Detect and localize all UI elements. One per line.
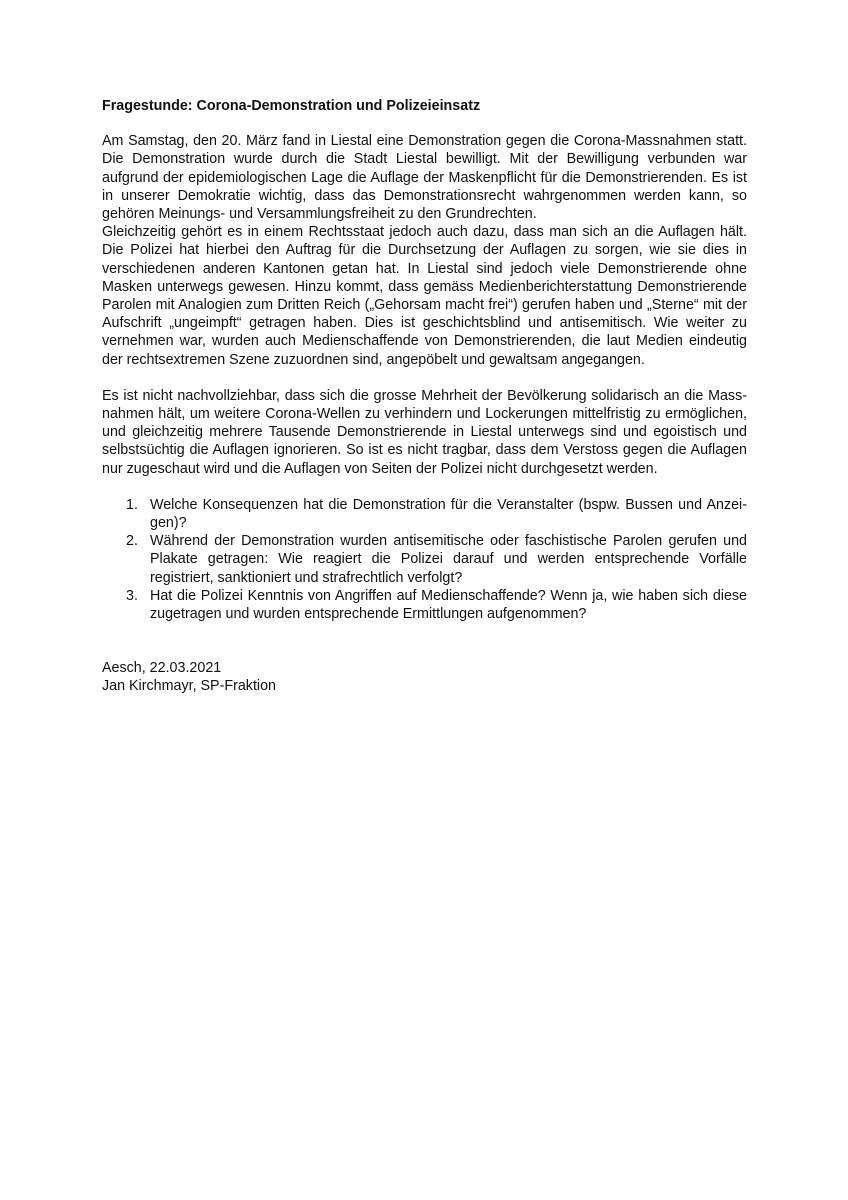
paragraph-spacer bbox=[102, 369, 747, 387]
signature-place-date: Aesch, 22.03.2021 bbox=[102, 660, 222, 677]
question-list bbox=[102, 496, 747, 623]
question-item-1 bbox=[126, 496, 747, 532]
question-number: 1. bbox=[126, 496, 138, 513]
signature-block bbox=[102, 659, 747, 695]
question-text: Welche Konsequenzen hat die Demonstration für die Veranstalter (bspw. Bussen und Anzeigen)? bbox=[150, 496, 747, 532]
paragraph-rechtsstaat: Gleichzeitig gehört es in einem Rechtsstaat jedoch auch dazu, dass man sich an die Auflagen hält. Die Polizei hat hierbei den Auftrag für die Durchsetzung der Auflagen zu sorgen, wie sie dies in verschiedenen anderen Kantonen getan hat. In Liestal sind jedoch viele Demonstrierende ohne Masken unterwegs gewesen. Hinzu kommt, dass gemäss Medienberichterstattung Demonstrierende Parolen mit Analogien zum Dritten Reich („Gehorsam macht frei“) gerufen haben und „Sterne“ mit der Aufschrift „ungeimpft“ getragen haben. Dies ist geschichtsblind und antisemitisch. Wie weiter zu vernehmen war, wurden auch Medienschaffende von Demonstrierenden, die laut Medien eindeutig der rechtsextremen Szene zuzuordnen sind, angepöbelt und gewaltsam angegangen. bbox=[102, 224, 747, 368]
question-item-3 bbox=[126, 587, 747, 623]
signature-author: Jan Kirchmayr, SP-Fraktion bbox=[102, 678, 276, 695]
question-number: 2. bbox=[126, 533, 138, 550]
question-text: Hat die Polizei Kenntnis von Angriffen auf Medienschaffende? Wenn ja, wie haben sich diese zugetragen und wurden entsprechende Ermittlungen aufgenommen? bbox=[150, 587, 747, 623]
paragraph-spacer bbox=[102, 478, 747, 496]
paragraph-criticism: Es ist nicht nachvollziehbar, dass sich die grosse Mehrheit der Bevölkerung solidarisch an die Massnahmen hält, um weitere Corona-Wellen zu verhindern und Lockerungen mittelfristig zu ermöglichen, und gleichzeitig mehrere Tausende Demonstrierende in Liestal unterwegs sind und egoistisch und selbstsüchtig die Auflagen ignorieren. So ist es nicht tragbar, dass dem Verstoss gegen die Auflagen nur zugeschaut wird und die Auflagen von Seiten der Polizei nicht durchgesetzt werden. bbox=[102, 387, 747, 477]
paragraph-intro: Am Samstag, den 20. März fand in Liestal eine Demonstration gegen die Corona-Massnahmen statt. Die Demonstration wurde durch die Stadt Liestal bewilligt. Mit der Bewilligung verbunden war aufgrund der epidemiologischen Lage die Auflage der Maskenpflicht für die Demonstrierenden. Es ist in unserer Demokratie wichtig, dass das Demonstrationsrecht wahrgenommen werden kann, so gehören Meinungs- und Versammlungsfreiheit zu den Grundrechten. bbox=[102, 133, 747, 223]
question-text: Während der Demonstration wurden antisemitische oder faschistische Parolen gerufen und Plakate getragen: Wie reagiert die Polizei darauf und werden entsprechende Vorfälle registriert, sanktioniert und strafrechtlich verfolgt? bbox=[150, 533, 747, 586]
document-body bbox=[102, 97, 747, 696]
document-title: Fragestunde: Corona-Demonstration und Polizeieinsatz bbox=[102, 98, 481, 114]
question-number: 3. bbox=[126, 587, 138, 604]
question-item-2 bbox=[126, 532, 747, 587]
